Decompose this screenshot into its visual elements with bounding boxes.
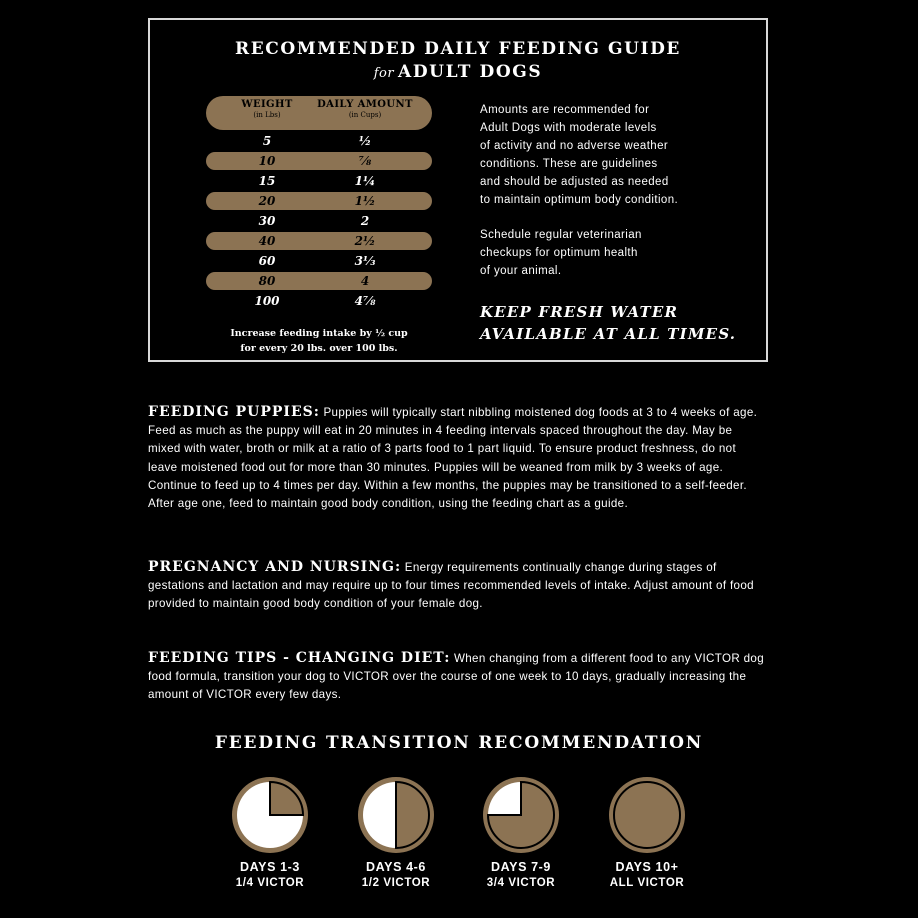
stage-days-label: DAYS 1-3 [240, 860, 300, 874]
feeding-increase-note: Increase feeding intake by ½ cup for every 20 lbs. over 100 lbs. [230, 328, 408, 354]
weight-cell: 80 [258, 274, 276, 288]
amount-cell: 1½ [354, 194, 376, 208]
feeding-table-row [206, 192, 432, 210]
weight-header-label: WEIGHT [241, 99, 293, 110]
victor-fill [270, 782, 303, 815]
feeding-table-row [206, 132, 432, 150]
amount-cell: ⅞ [358, 154, 372, 168]
weight-cell: 20 [258, 194, 276, 208]
feeding-table [206, 96, 432, 310]
feeding-table-rows [206, 132, 432, 310]
feeding-table-row [206, 232, 432, 250]
feeding-puppies-heading: FEEDING PUPPIES: [148, 404, 320, 420]
weight-cell: 100 [254, 294, 280, 308]
stage-mix-label: 1/2 VICTOR [361, 877, 431, 889]
stage-days-label: DAYS 10+ [615, 860, 679, 874]
weight-column-header [222, 99, 312, 119]
victor-fill [614, 782, 680, 848]
weight-cell: 10 [258, 154, 276, 168]
checkup-paragraph: Schedule regular veterinarian checkups for optimum health of your animal. [480, 229, 642, 277]
amount-cell: 4 [360, 274, 370, 288]
feeding-table-row [206, 212, 432, 230]
feeding-puppies-body: Puppies will typically start nibbling moistened dog foods at 3 to 4 weeks of age. Feed as much as the puppy will eat in 20 minutes in 4 feeding intervals spaced throughout the day. May be mixed with water, broth or milk at a ratio of 3 parts food to 1 part liquid. To ensure product freshness, do not leave moistened food out for more than 30 minutes. Puppies will be weaned from milk by 3 weeks of age. Continue to feed up to 4 times per day. Within a few months, the puppies may be transitioned to a self-feeder. After age one, feed to maintain good body condition, using the feeding chart as a guide. [148, 406, 758, 511]
guide-subtitle [150, 62, 766, 82]
guide-title: RECOMMENDED DAILY FEEDING GUIDE [235, 39, 681, 59]
amount-cell: 2 [360, 214, 370, 228]
victor-portion-circle-icon [481, 775, 561, 855]
amount-header-label: DAILY AMOUNT [317, 99, 413, 110]
pregnancy-nursing-body: Energy requirements continually change during stages of gestations and lactation and may require up to four times recommended levels of intake. Adjust amount of food provided to maintain good body condition of your female dog. [148, 561, 754, 611]
pregnancy-nursing-section [148, 558, 768, 614]
amount-cell: 3⅓ [354, 254, 376, 268]
feeding-tips-body: When changing from a different food to any VICTOR dog food formula, transition your dog to VICTOR over the course of one week to 10 days, gradually increasing the amount of VICTOR every few days. [148, 652, 765, 702]
victor-portion-circle-icon [356, 775, 436, 855]
guide-subtitle-prefix: for [373, 66, 395, 81]
guide-subtitle-text: ADULT DOGS [398, 62, 543, 82]
feeding-table-row [206, 152, 432, 170]
feeding-guide-box [148, 18, 768, 362]
amount-cell: 1¼ [354, 174, 376, 188]
feeding-tips-section [148, 649, 768, 705]
weight-cell: 40 [258, 234, 276, 248]
fresh-water-notice: KEEP FRESH WATER AVAILABLE AT ALL TIMES. [480, 303, 737, 343]
amount-cell: ½ [358, 134, 372, 148]
feeding-table-row [206, 292, 432, 310]
feeding-table-header [206, 96, 432, 130]
stage-mix-label: 1/4 VICTOR [235, 877, 305, 889]
weight-cell: 5 [262, 134, 272, 148]
stage-mix-label: ALL VICTOR [609, 877, 685, 889]
amount-header-unit: (in Cups) [348, 111, 382, 119]
weight-header-unit: (in Lbs) [253, 111, 281, 119]
amount-cell: 4⅞ [354, 294, 376, 308]
transition-stage [461, 775, 581, 889]
transition-title: FEEDING TRANSITION RECOMMENDATION [214, 733, 704, 753]
feeding-puppies-section [148, 403, 768, 513]
amount-column-header [310, 99, 420, 119]
stage-days-label: DAYS 4-6 [366, 860, 426, 874]
feeding-table-row [206, 252, 432, 270]
weight-cell: 30 [258, 214, 276, 228]
pregnancy-nursing-heading: PREGNANCY AND NURSING: [148, 559, 402, 575]
feeding-tips-heading: FEEDING TIPS - CHANGING DIET: [148, 650, 451, 666]
stage-days-label: DAYS 7-9 [491, 860, 551, 874]
victor-portion-circle-icon [607, 775, 687, 855]
guide-explanation [480, 101, 750, 280]
weight-cell: 15 [258, 174, 276, 188]
feeding-table-row [206, 272, 432, 290]
weight-cell: 60 [258, 254, 276, 268]
stage-mix-label: 3/4 VICTOR [486, 877, 556, 889]
amounts-paragraph: Amounts are recommended for Adult Dogs with moderate levels of activity and no adverse weather conditions. These are guidelines and should be adjusted as needed to maintain optimum body condition. [480, 104, 679, 206]
victor-portion-circle-icon [230, 775, 310, 855]
amount-cell: 2½ [354, 234, 376, 248]
feeding-table-row [206, 172, 432, 190]
transition-stage [336, 775, 456, 889]
transition-stage [587, 775, 707, 889]
transition-stage [210, 775, 330, 889]
